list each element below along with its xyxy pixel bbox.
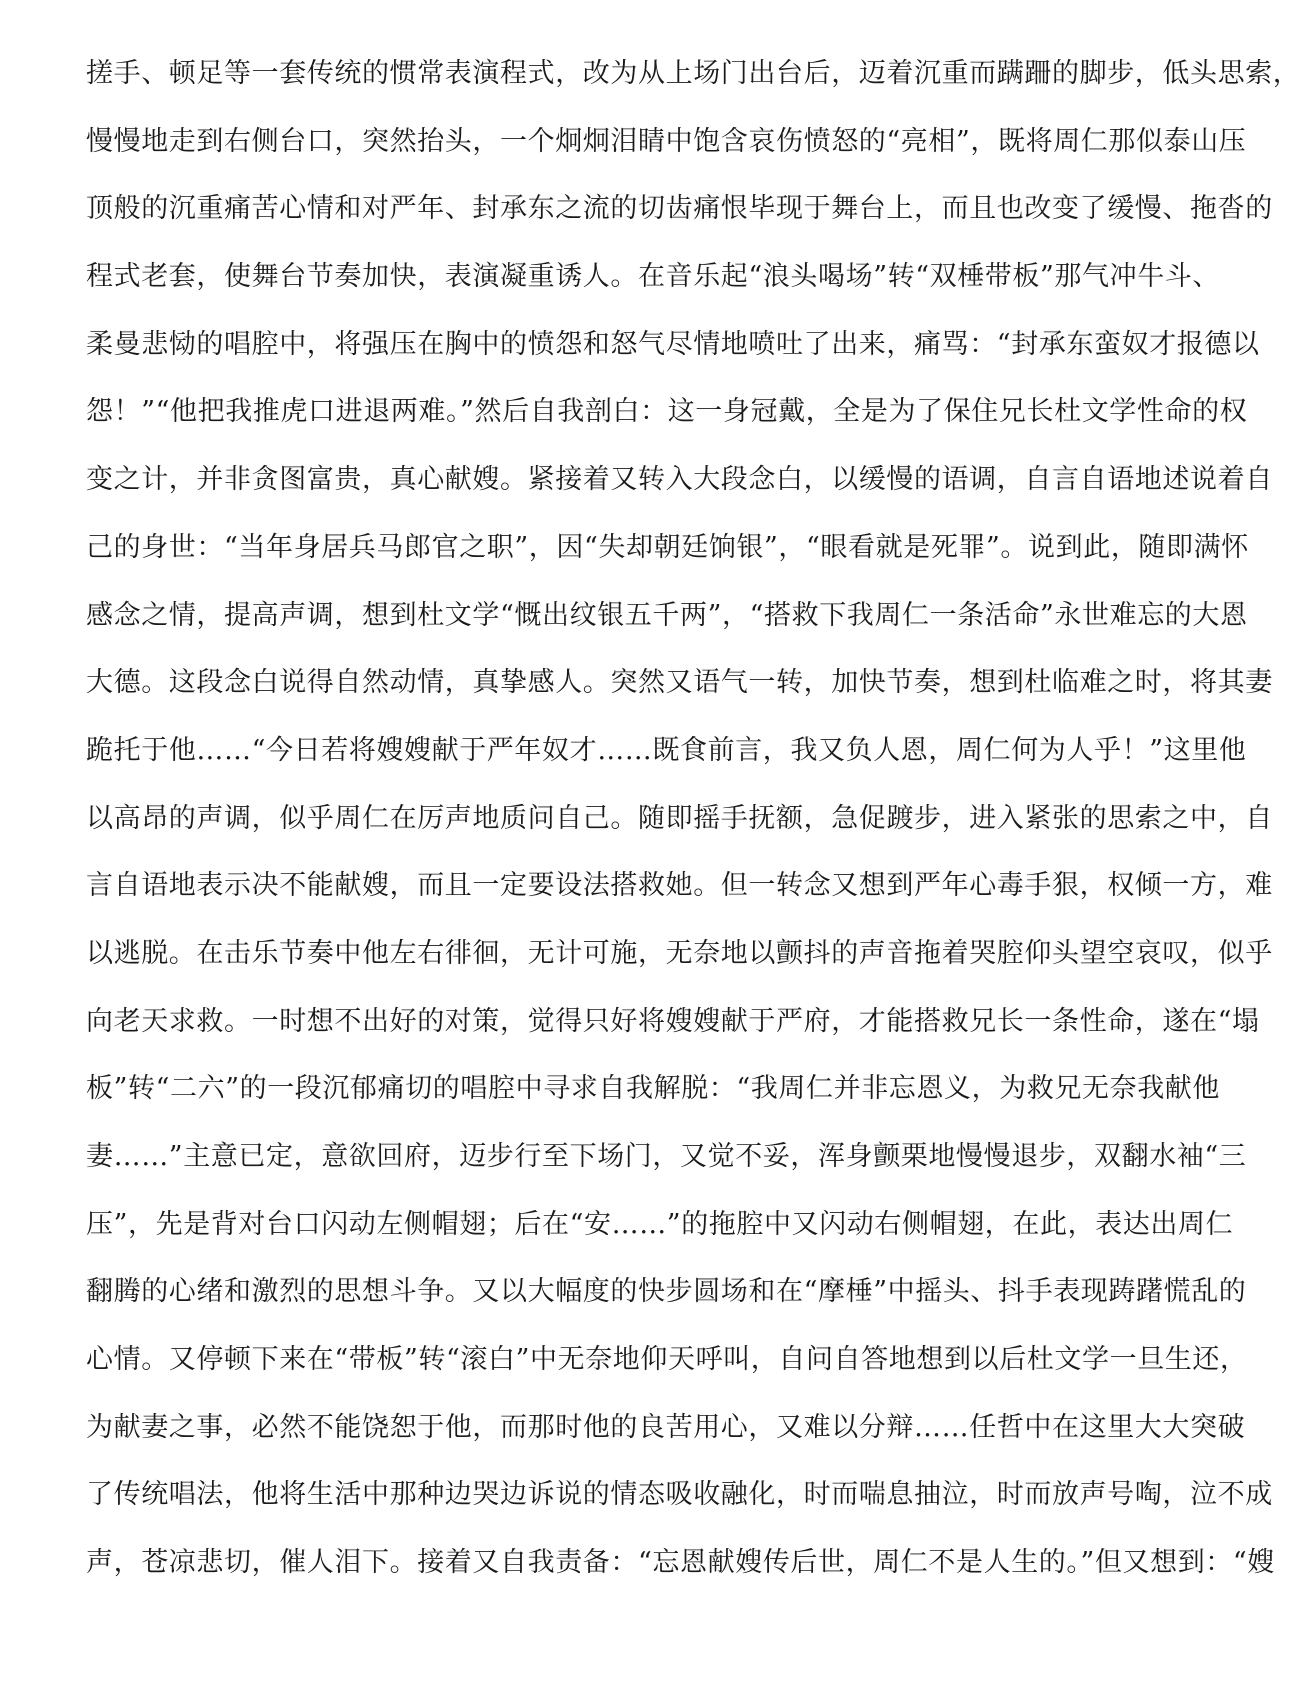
text-line: 为献妻之事，必然不能饶恕于他，而那时他的良苦用心，又难以分辩……任哲中在这里大大突破: [86, 1411, 1246, 1443]
text-line: 妻……”主意已定，意欲回府，迈步行至下场门，又觉不妥，浑身颤栗地慢慢退步，双翻水袖“三: [86, 1141, 1247, 1172]
text-line: 了传统唱法，他将生活中那种边哭边诉说的情态吸收融化，时而喘息抽泣，时而放声号啕，泣不成: [86, 1479, 1273, 1511]
text-line: 变之计，并非贪图富贵，真心献嫂。紧接着又转入大段念白，以缓慢的语调，自言自语地述说着自: [86, 464, 1273, 496]
text-line: 柔曼悲恸的唱腔中，将强压在胸中的愤怨和怒气尽情地喷吐了出来，痛骂：“封承东蛮奴才报德以: [86, 328, 1260, 360]
text-line: 压”，先是背对台口闪动左侧帽翅；后在“安……”的拖腔中又闪动右侧帽翅，在此，表达出周仁: [86, 1208, 1234, 1240]
text-line: 搓手、顿足等一套传统的惯常表演程式，改为从上场门出台后，迈着沉重而蹒跚的脚步，低头思索，: [86, 58, 1300, 89]
text-line: 感念之情，提高声调，想到杜文学“慨出纹银五千两”，“搭救下我周仁一条活命”永世难忘的大恩: [86, 599, 1248, 631]
text-line: 翻腾的心绪和激烈的思想斗争。又以大幅度的快步圆场和在“摩棰”中摇头、抖手表现踌躇慌乱的: [86, 1276, 1247, 1308]
text-line: 顶般的沉重痛苦心情和对严年、封承东之流的切齿痛恨毕现于舞台上，而且也改变了缓慢、拖沓的: [86, 193, 1273, 225]
text-line: 大德。这段念白说得自然动情，真挚感人。突然又语气一转，加快节奏，想到杜临难之时，将其妻: [86, 667, 1273, 699]
text-line: 声，苍凉悲切，催人泪下。接着又自我责备：“忘恩献嫂传后世，周仁不是人生的。”但又想到：“嫂: [86, 1547, 1275, 1579]
text-line: 跪托于他……“今日若将嫂嫂献于严年奴才……既食前言，我又负人恩，周仁何为人乎！”这里他: [86, 734, 1247, 766]
text-line: 言自语地表示决不能献嫂，而且一定要设法搭救她。但一转念又想到严年心毒手狠，权倾一方，难: [86, 870, 1273, 902]
text-line: 己的身世：“当年身居兵马郎官之职”，因“失却朝廷饷银”，“眼看就是死罪”。说到此，随即满怀: [86, 531, 1249, 563]
text-line: 怨！”“他把我推虎口进退两难。”然后自我剖白：这一身冠戴，全是为了保住兄长杜文学性命的权: [86, 396, 1248, 428]
body-text: [86, 40, 1300, 1597]
text-line: 心情。又停顿下来在“带板”转“滚白”中无奈地仰天呼叫，自问自答地想到以后杜文学一旦生还，: [86, 1344, 1248, 1376]
text-line: 以逃脱。在击乐节奏中他左右徘徊，无计可施，无奈地以颤抖的声音拖着哭腔仰头望空哀叹，似乎: [86, 937, 1273, 969]
text-line: 板”转“二六”的一段沉郁痛切的唱腔中寻求自我解脱：“我周仁并非忘恩义，为救兄无奈我献他: [86, 1073, 1221, 1105]
text-line: 以高昂的声调，似乎周仁在厉声地质问自己。随即摇手抚额，急促踱步，进入紧张的思索之中，自: [86, 802, 1273, 834]
text-line: 慢慢地走到右侧台口，突然抬头，一个炯炯泪睛中饱含哀伤愤怒的“亮相”，既将周仁那似泰山压: [86, 125, 1247, 157]
text-line: 向老天求救。一时想不出好的对策，觉得只好将嫂嫂献于严府，才能搭救兄长一条性命，遂在“塌: [86, 1005, 1260, 1037]
text-line: 程式老套，使舞台节奏加快，表演凝重诱人。在音乐起“浪头喝场”转“双棰带板”那气冲牛斗、: [86, 261, 1221, 293]
